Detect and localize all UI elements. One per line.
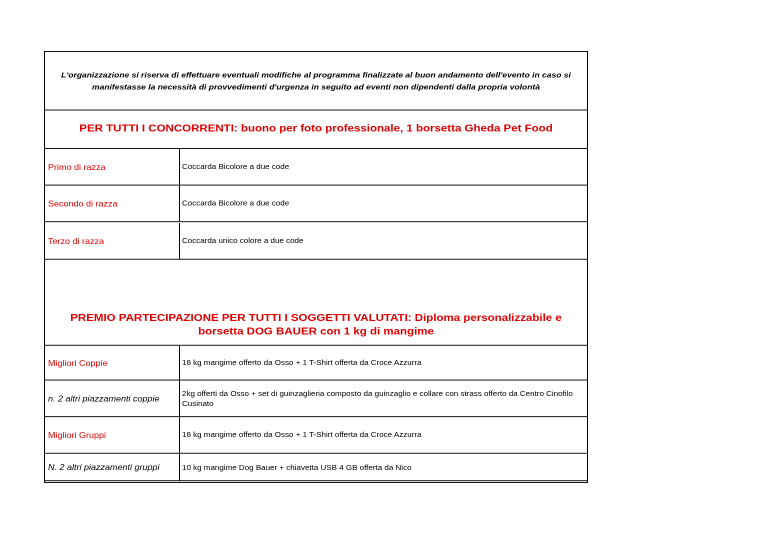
prize-description: 2kg offerti da Osso + set di guinzaglieria composto da guinzaglio e collare con strass offerto da Centro Cinofilo Cusinato: [182, 389, 573, 408]
table-row: [45, 380, 587, 417]
table-row: [45, 149, 587, 186]
table-row: [45, 223, 587, 260]
placement-label: Primo di razza: [45, 149, 180, 185]
all-competitors-heading: PER TUTTI I CONCORRENTI: buono per foto professionale, 1 borsetta Gheda Pet Food: [45, 110, 587, 148]
prize-description: 18 kg mangime offerto da Osso + 1 T-Shirt offerta da Croce Azzurra: [182, 430, 422, 440]
table-row: [45, 186, 587, 223]
prize-description: 18 kg mangime offerto da Osso + 1 T-Shirt offerta da Croce Azzurra: [182, 358, 422, 367]
prize-description: Coccarda Bicolore a due code: [182, 199, 290, 208]
placement-label: Terzo di razza: [45, 223, 180, 259]
prize-sheet: [44, 51, 588, 483]
organizer-notice: L'organizzazione si riserva di effettuare eventuali modifiche al programma finalizzate al buon andamento dell'evento in caso si manifestasse la necessità di provvedimenti d'urgenza in seguito ad eventi non dipendenti dalla propria volontà: [45, 52, 587, 111]
placement-label: Migliori Coppie: [45, 346, 180, 380]
placement-label: Migliori Gruppi: [45, 417, 180, 453]
table-row: [45, 346, 587, 381]
prize-description: 10 kg mangime Dog Bauer + chiavetta USB 4 GB offerta da Nico: [182, 463, 412, 472]
prize-description: Coccarda Bicolore a due code: [182, 162, 290, 171]
table-row: [45, 417, 587, 454]
table-row: [45, 454, 587, 481]
placement-label: n. 2 altri piazzamenti coppie: [45, 380, 180, 416]
participation-prize-heading: PREMIO PARTECIPAZIONE PER TUTTI I SOGGETTI VALUTATI: Diploma personalizzabile e borsetta DOG BAUER con 1 kg di mangime: [45, 306, 587, 345]
prize-description: Coccarda unico colore a due code: [182, 236, 304, 246]
placement-label: N. 2 altri piazzamenti gruppi: [45, 454, 180, 481]
placement-label: Secondo di razza: [45, 186, 180, 222]
